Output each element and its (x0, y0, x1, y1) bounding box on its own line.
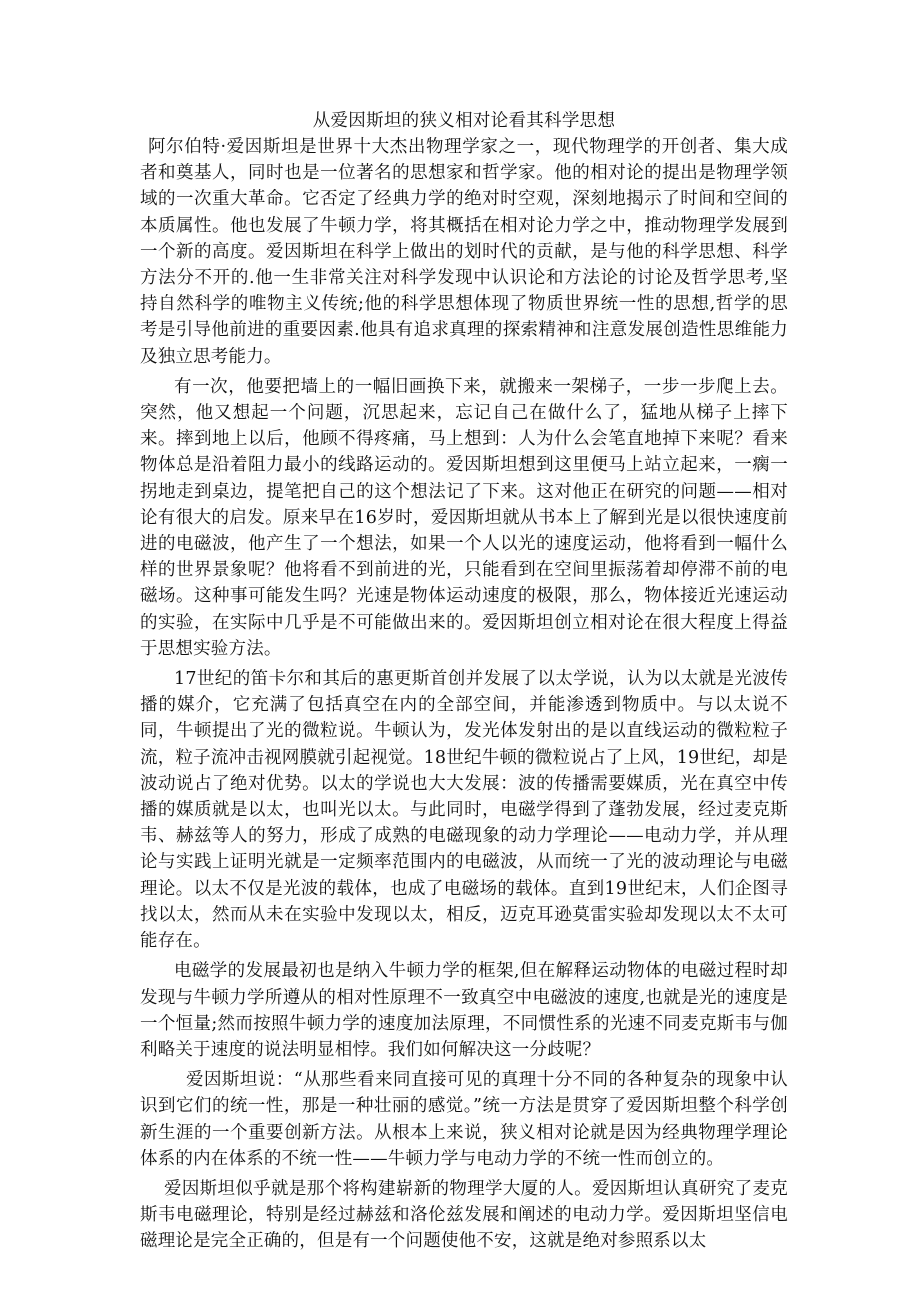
paragraph-electromagnetism: 电磁学的发展最初也是纳入牛顿力学的框架,但在解释运动物体的电磁过程时却发现与牛顿力学所遵从的相对性原理不一致真空中电磁波的速度,也就是光的速度是一个恒量;然而按照牛顿力学的速度加法原理，不同惯性系的光速不同麦克斯韦与伽利略关于速度的说法明显相悖。我们如何解决这一分歧呢？ (140, 961, 788, 1060)
paragraph-new-physics: 爱因斯坦似乎就是那个将构建崭新的物理学大厦的人。爱因斯坦认真研究了麦克斯韦电磁理论，特别是经过赫兹和洛伦兹发展和阐述的电动力学。爱因斯坦坚信电磁理论是完全正确的，但是有一个问题使他不安，这就是绝对参照系以太 (140, 1178, 788, 1252)
document-title: 从爱因斯坦的狭义相对论看其科学思想 (312, 111, 616, 131)
paragraph-ether-history: 17世纪的笛卡尔和其后的惠更斯首创并发展了以太学说，认为以太就是光波传播的媒介，它充满了包括真空在内的全部空间，并能渗透到物质中。与以太说不同，牛顿提出了光的微粒说。牛顿认为，发光体发射出的是以直线运动的微粒粒子流，粒子流冲击视网膜就引起视觉。18世纪牛顿的微粒说占了上风，19世纪，却是波动说占了绝对优势。以太的学说也大大发展：波的传播需要媒质，光在真空中传播的媒质就是以太，也叫光以太。与此同时，电磁学得到了蓬勃发展，经过麦克斯韦、赫兹等人的努力，形成了成熟的电磁现象的动力学理论——电动力学，并从理论与实践上证明光就是一定频率范围内的电磁波，从而统一了光的波动理论与电磁理论。以太不仅是光波的载体，也成了电磁场的载体。直到19世纪末，人们企图寻找以太，然而从未在实验中发现以太，相反，迈克耳逊莫雷实验却发现以太不太可能存在。 (140, 669, 788, 952)
paragraph-ladder-story: 有一次，他要把墙上的一幅旧画换下来，就搬来一架梯子，一步一步爬上去。突然，他又想起一个问题，沉思起来，忘记自己在做什么了，猛地从梯子上摔下来。摔到地上以后，他顾不得疼痛，马上想到：人为什么会笔直地掉下来呢？看来物体总是沿着阻力最小的线路运动的。爱因斯坦想到这里便马上站立起来，一瘸一拐地走到桌边，提笔把自己的这个想法记了下来。这对他正在研究的问题——相对论有很大的启发。原来早在16岁时，爱因斯坦就从书本上了解到光是以很快速度前进的电磁波，他产生了一个想法，如果一个人以光的速度运动，他将看到一幅什么样的世界景象呢？他将看不到前进的光，只能看到在空间里振荡着却停滞不前的电磁场。这种事可能发生吗？光速是物体运动速度的极限，那么，物体接近光速运动的实验，在实际中几乎是不可能做出来的。爱因斯坦创立相对论在很大程度上得益于思想实验方法。 (140, 376, 788, 659)
paragraph-intro: 阿尔伯特·爱因斯坦是世界十大杰出物理学家之一，现代物理学的开创者、集大成者和奠基人，同时也是一位著名的思想家和哲学家。他的相对论的提出是物理学领域的一次重大革命。它否定了经典力学的绝对时空观，深刻地揭示了时间和空间的本质属性。他也发展了牛顿力学，将其概括在相对论力学之中，推动物理学发展到一个新的高度。爱因斯坦在科学上做出的划时代的贡献，是与他的科学思想、科学方法分不开的.他一生非常关注对科学发现中认识论和方法论的讨论及哲学思考,坚持自然科学的唯物主义传统;他的科学思想体现了物质世界统一性的思想,哲学的思考是引导他前进的重要因素.他具有追求真理的探索精神和注意发展创造性思维能力及独立思考能力。 (140, 137, 788, 367)
paragraph-einstein-quote: 爱因斯坦说：“从那些看来同直接可见的真理十分不同的各种复杂的现象中认识到它们的统一性，那是一种壮丽的感觉。”统一方法是贯穿了爱因斯坦整个科学创新生涯的一个重要创新方法。从根本上来说，狭义相对论就是因为经典物理学理论体系的内在体系的不统一性——牛顿力学与电动力学的不统一性而创立的。 (140, 1070, 788, 1169)
document-page (140, 108, 788, 1255)
